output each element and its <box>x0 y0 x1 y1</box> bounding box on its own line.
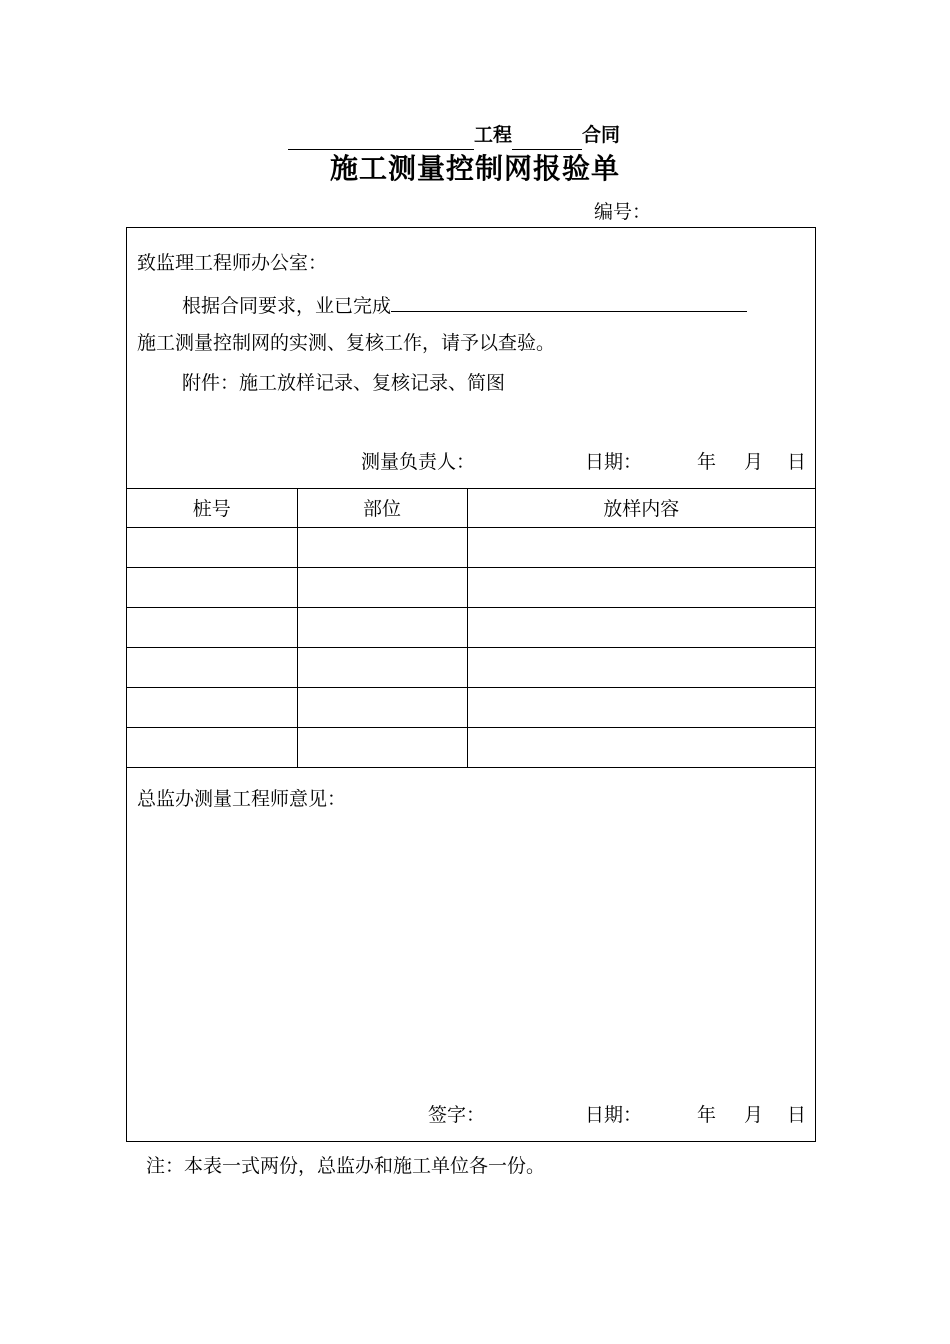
footnote: 注：本表一式两份，总监办和施工单位各一份。 <box>146 1155 546 1177</box>
opinion-date-label: 日期： <box>585 1104 643 1126</box>
signature-label: 签字： <box>428 1104 486 1126</box>
contract-name-blank[interactable] <box>512 125 582 150</box>
table-row <box>127 528 815 568</box>
completion-statement <box>182 289 747 320</box>
stake-table <box>127 488 815 768</box>
day-label: 日 <box>787 451 807 473</box>
table-cell[interactable] <box>467 528 815 568</box>
project-name-blank[interactable] <box>288 125 474 150</box>
opinion-section[interactable] <box>127 773 815 1141</box>
header-setout-content: 放样内容 <box>467 488 815 528</box>
table-header-row <box>127 488 815 528</box>
table-cell[interactable] <box>467 728 815 768</box>
table-cell[interactable] <box>127 728 297 768</box>
month-label: 月 <box>744 451 764 473</box>
table-row <box>127 648 815 688</box>
submission-section <box>127 228 815 489</box>
serial-number-label: 编号： <box>594 201 652 223</box>
table-cell[interactable] <box>127 688 297 728</box>
table-cell[interactable] <box>297 728 467 768</box>
year-label: 年 <box>697 451 717 473</box>
contract-suffix: 合同 <box>582 124 621 146</box>
completion-prefix: 根据合同要求，业已完成 <box>182 295 392 317</box>
addressee: 致监理工程师办公室： <box>137 252 328 274</box>
table-cell[interactable] <box>127 648 297 688</box>
opinion-year-label: 年 <box>697 1104 717 1126</box>
attachments-line: 附件：施工放样记录、复核记录、简图 <box>182 372 506 394</box>
table-cell[interactable] <box>297 608 467 648</box>
table-cell[interactable] <box>467 608 815 648</box>
opinion-day-label: 日 <box>787 1104 807 1126</box>
project-contract-line <box>288 120 620 150</box>
opinion-month-label: 月 <box>744 1104 764 1126</box>
table-row <box>127 608 815 648</box>
table-row <box>127 568 815 608</box>
opinion-label: 总监办测量工程师意见： <box>137 788 347 810</box>
completion-statement-line2: 施工测量控制网的实测、复核工作，请予以查验。 <box>137 332 556 354</box>
table-cell[interactable] <box>297 648 467 688</box>
completion-blank[interactable] <box>391 289 747 312</box>
table-row <box>127 728 815 768</box>
table-cell[interactable] <box>127 568 297 608</box>
form-box <box>126 227 816 1142</box>
project-suffix: 工程 <box>474 124 513 146</box>
table-cell[interactable] <box>297 568 467 608</box>
table-row <box>127 688 815 728</box>
table-cell[interactable] <box>467 648 815 688</box>
date-label: 日期： <box>585 451 643 473</box>
table-cell[interactable] <box>127 608 297 648</box>
table-cell[interactable] <box>297 528 467 568</box>
header-stake-number: 桩号 <box>127 488 297 528</box>
table-cell[interactable] <box>467 568 815 608</box>
header-location: 部位 <box>297 488 467 528</box>
responsible-person-label: 测量负责人： <box>361 451 476 473</box>
table-cell[interactable] <box>297 688 467 728</box>
page-title: 施工测量控制网报验单 <box>329 152 620 185</box>
table-cell[interactable] <box>467 688 815 728</box>
table-cell[interactable] <box>127 528 297 568</box>
